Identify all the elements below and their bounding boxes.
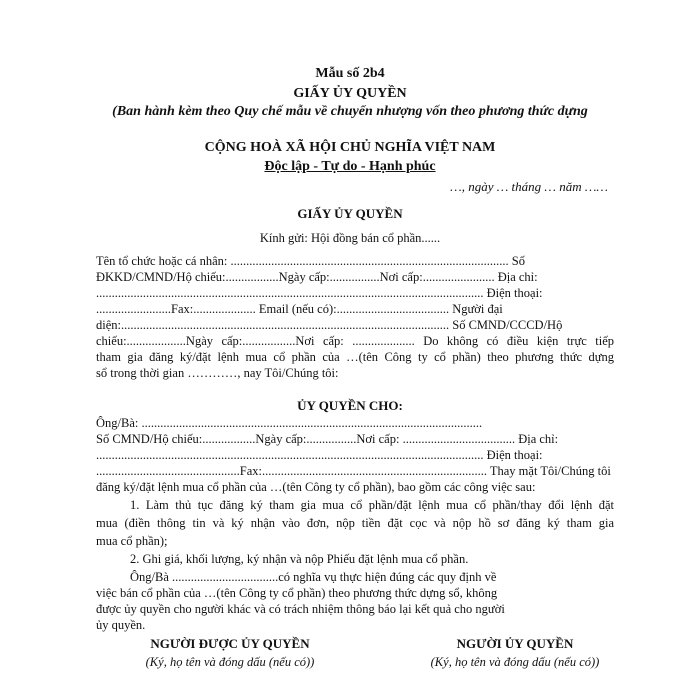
signature-right-note: (Ký, họ tên và đóng dấu (nếu có))	[430, 655, 600, 669]
task-item-1: 1. Làm thủ tục đăng ký tham gia mua cổ phần/đặt lệnh mua cổ phần/thay đổi lệnh đặt	[130, 498, 614, 512]
task-item-1: mua cổ phần);	[96, 534, 168, 548]
principal-line: ............................................................................................................................ Điện thoại:	[96, 286, 543, 300]
form-number: Mẫu số 2b4	[315, 66, 385, 81]
document-title-top: GIẤY ỦY QUYỀN	[293, 86, 407, 101]
agent-line: ............................................................................................................................ Điện thoại:	[96, 448, 543, 462]
principal-line: sổ trong thời gian …………, nay Tôi/Chúng tôi:	[96, 366, 339, 380]
signature-left-title: NGƯỜI ĐƯỢC ỦY QUYỀN	[150, 636, 310, 651]
subtitle: (Ban hành kèm theo Quy chế mẫu về chuyển nhượng vốn theo phương thức dựng	[112, 104, 588, 119]
principal-line: Tên tổ chức hoặc cá nhân: ......................................................................................... Số	[96, 254, 525, 268]
signature-right-title: NGƯỜI ỦY QUYỀN	[456, 636, 574, 651]
principal-line: diện:......................................................................................................... Số CMND/CCCD/Hộ	[96, 318, 563, 332]
date-line: …, ngày … tháng … năm ……	[450, 179, 608, 194]
principal-line: tham gia đăng ký/đặt lệnh mua cổ phần của …(tên Công ty cổ phần) theo phương thức dựng	[96, 350, 614, 364]
section-title: ỦY QUYỀN CHO:	[297, 398, 403, 413]
signature-left-note: (Ký, họ tên và đóng dấu (nếu có))	[145, 655, 315, 669]
addressee: Kính gửi: Hội đồng bán cổ phần......	[259, 231, 441, 245]
national-title: CỘNG HOÀ XÃ HỘI CHỦ NGHĨA VIỆT NAM	[204, 140, 496, 155]
responsibility-text: được ủy quyền cho người khác và có trách nhiệm thông báo lại kết quả cho người	[96, 602, 505, 616]
responsibility-text: Ông/Bà ..................................có nghĩa vụ thực hiện đúng các quy định về	[130, 570, 497, 584]
agent-line: đăng ký/đặt lệnh mua cổ phần của …(tên Công ty cổ phần), bao gồm các công việc sau:	[96, 480, 536, 494]
agent-line: Ông/Bà: .............................................................................................................	[96, 416, 483, 430]
motto: Độc lập - Tự do - Hạnh phúc	[264, 159, 436, 174]
agent-line: ..............................................Fax:........................................................................ Thay mặt Tôi/Chúng tôi	[96, 464, 611, 478]
principal-line: ĐKKD/CMND/Hộ chiếu:.................Ngày cấp:................Nơi cấp:....................... Địa chỉ:	[96, 270, 538, 284]
principal-line: ........................Fax:.................... Email (nếu có):.................................... Người đại	[96, 302, 503, 316]
document-title: GIẤY ỦY QUYỀN	[297, 206, 403, 221]
agent-line: Số CMND/Hộ chiếu:.................Ngày cấp:................Nơi cấp: .................................... Địa chỉ:	[96, 432, 559, 446]
principal-line: chiếu:...................Ngày cấp:.................Nơi cấp: .................... Do không có điều kiện trực tiếp	[96, 334, 614, 348]
task-item-2: 2. Ghi giá, khối lượng, ký nhận và nộp Phiếu đặt lệnh mua cổ phần.	[130, 552, 469, 566]
responsibility-text: việc bán cổ phần của …(tên Công ty cổ phần) theo phương thức dựng sổ, không	[96, 586, 498, 600]
task-item-1: mua (điền thông tin và ký nhận vào đơn, nộp tiền đặt cọc và nộp hồ sơ đăng ký tham gia	[96, 516, 614, 530]
responsibility-text: ủy quyền.	[96, 618, 146, 632]
